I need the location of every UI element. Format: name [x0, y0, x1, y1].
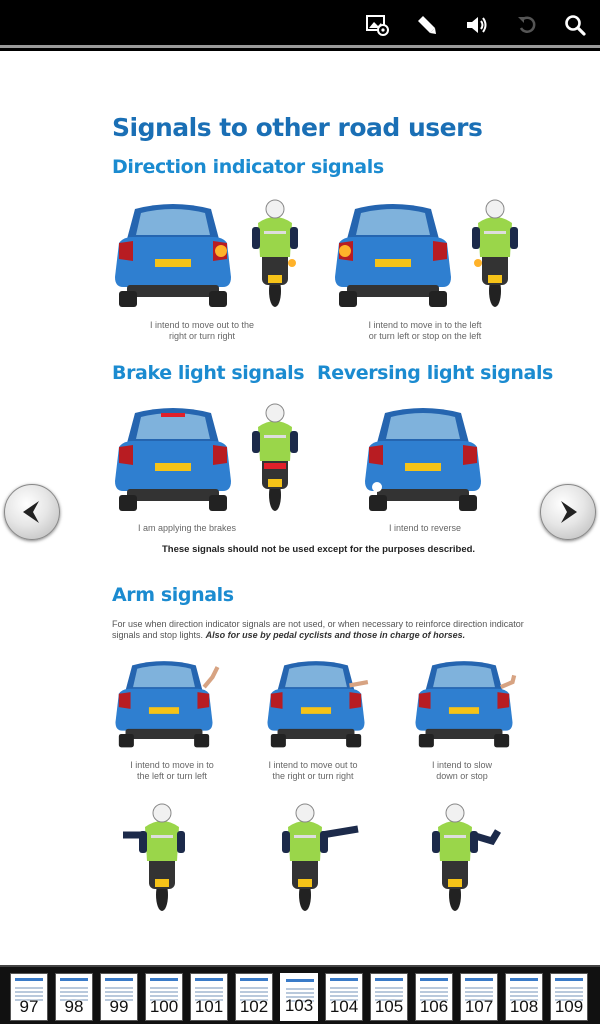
car-brake-lights-picture [112, 403, 234, 513]
chevron-right-icon [553, 497, 583, 527]
caption-move-in-left: I intend to move in to the left or turn left or stop on the left [368, 320, 482, 341]
car-arm-signal-right-picture [260, 657, 372, 749]
caption-arm-move-out-right: I intend to move out to the right or turn right [268, 760, 358, 781]
motorcycle-brake-light-picture [250, 397, 300, 513]
heading-direction-indicator: Direction indicator signals [112, 156, 384, 178]
car-left-indicator-picture [332, 199, 454, 309]
rotate-icon[interactable] [512, 10, 542, 40]
heading-brake-light: Brake light signals [112, 362, 305, 384]
page-thumbnail[interactable]: 106 [415, 973, 453, 1021]
page-thumbnail[interactable]: 105 [370, 973, 408, 1021]
page-thumbnail[interactable]: 107 [460, 973, 498, 1021]
motorcycle-arm-slow-picture [426, 791, 506, 915]
page-thumbnail[interactable]: 109 [550, 973, 588, 1021]
page-thumbnail[interactable]: 104 [325, 973, 363, 1021]
page-title: Signals to other road users [112, 113, 483, 142]
usage-note: These signals should not be used except for the purposes described. [162, 544, 476, 555]
page-thumbnail-current[interactable]: 103 [280, 973, 318, 1021]
car-arm-signal-slow-picture [408, 657, 520, 749]
heading-arm-signals: Arm signals [112, 584, 234, 606]
page-thumbnail[interactable]: 98 [55, 973, 93, 1021]
image-settings-icon[interactable] [363, 10, 393, 40]
search-icon[interactable] [560, 10, 590, 40]
motorcycle-left-indicator-picture [470, 193, 520, 309]
page-thumbnail[interactable]: 102 [235, 973, 273, 1021]
chevron-left-icon [17, 497, 47, 527]
top-toolbar [0, 0, 600, 48]
caption-arm-slow-down: I intend to slow down or stop [431, 760, 493, 781]
page-thumbnail[interactable]: 100 [145, 973, 183, 1021]
next-page-button[interactable] [540, 484, 596, 540]
caption-move-out-right: I intend to move out to the right or turn right [149, 320, 255, 341]
page-thumbnail[interactable]: 108 [505, 973, 543, 1021]
previous-page-button[interactable] [4, 484, 60, 540]
page-thumbnail[interactable]: 97 [10, 973, 48, 1021]
car-right-indicator-picture [112, 199, 234, 309]
car-reversing-light-picture [362, 403, 484, 513]
motorcycle-arm-left-picture [122, 791, 202, 915]
caption-applying-brakes: I am applying the brakes [137, 523, 237, 533]
speaker-icon[interactable] [462, 10, 492, 40]
page-thumbnail[interactable]: 99 [100, 973, 138, 1021]
motorcycle-right-indicator-picture [250, 193, 300, 309]
document-page [0, 51, 600, 965]
heading-reversing-light: Reversing light signals [317, 362, 553, 384]
car-arm-signal-left-picture [108, 657, 220, 749]
arm-signals-intro: For use when direction indicator signals are not used, or when necessary to reinforce direction indicator signals and stop lights. Also for use by pedal cyclists and those in charge of horses. [112, 619, 524, 640]
page-thumbnail[interactable]: 101 [190, 973, 228, 1021]
highlighter-icon[interactable] [411, 10, 441, 40]
thumbnail-strip [0, 965, 600, 1024]
caption-arm-move-in-left: I intend to move in to the left or turn left [130, 760, 214, 781]
motorcycle-arm-right-picture [274, 791, 360, 915]
caption-intend-reverse: I intend to reverse [388, 523, 462, 533]
